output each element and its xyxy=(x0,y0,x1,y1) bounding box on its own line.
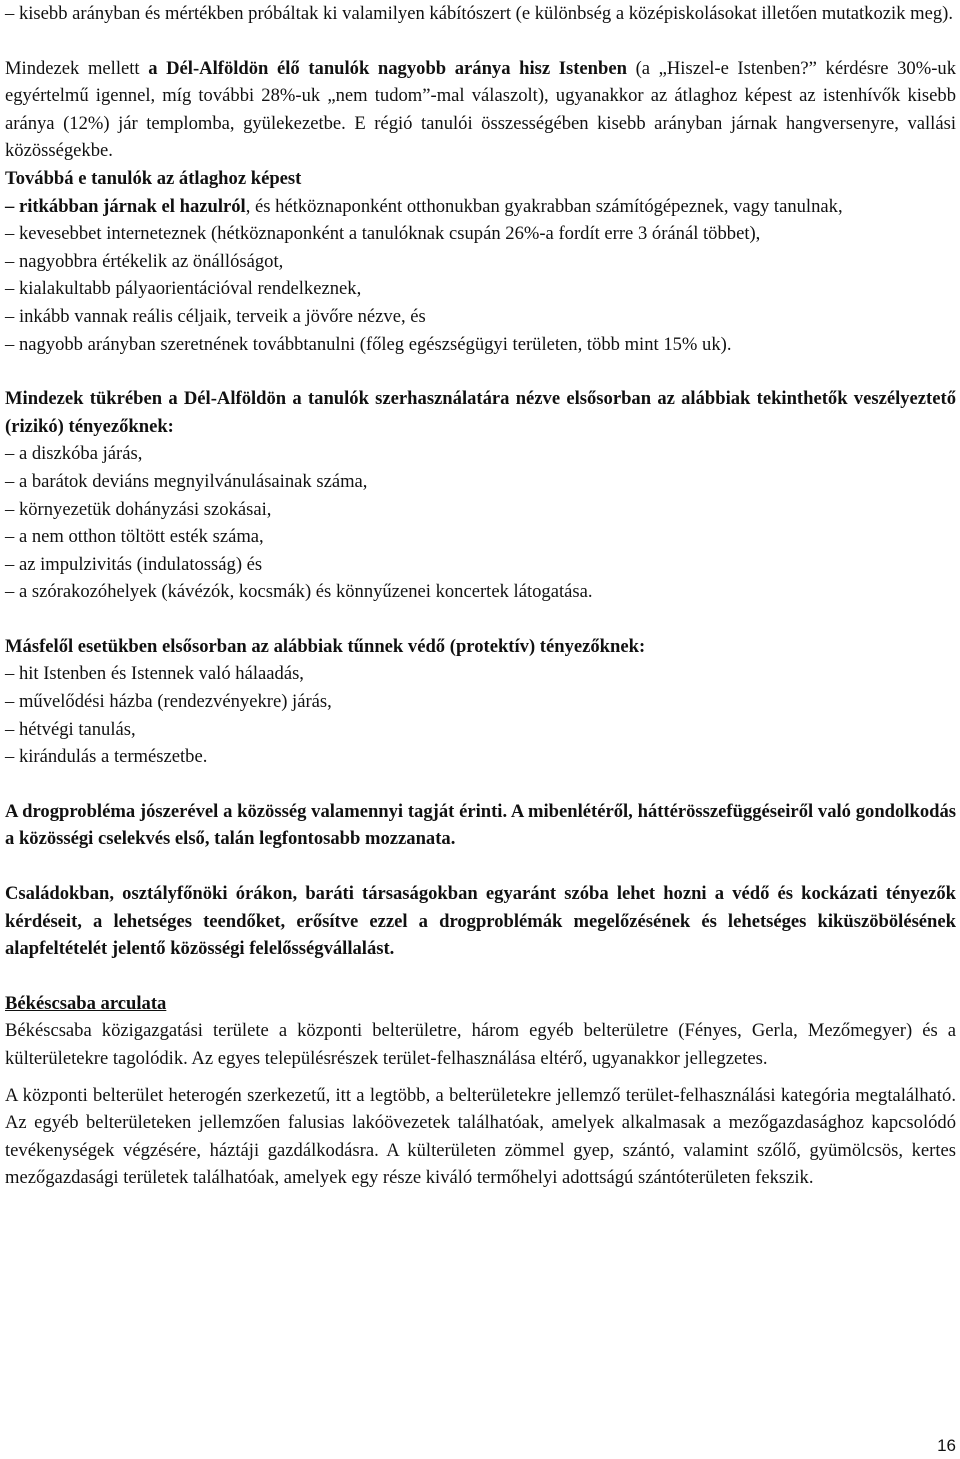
section-paragraph-1: Békéscsaba közigazgatási területe a központi belterületre, három egyéb belterületre (Fényes, Gerla, Mezőmegyer) és a külterületekre tagolódik. Az egyes településrészek terület-felhasználása eltérő, ugyanakkor jellegzetes. xyxy=(5,1020,956,1069)
list-item: – a barátok deviáns megnyilvánulásainak száma, xyxy=(5,470,368,492)
spacer xyxy=(5,606,956,633)
intro-list-item: – kisebb arányban és mértékben próbáltak ki valamilyen kábítószert (e különbség a középiskolásokat illetően mutatkozik meg). xyxy=(5,3,953,24)
list-item xyxy=(5,248,956,276)
list-item-text: , és hétköznaponként otthonukban gyakrabban számítógépeznek, vagy tanulnak, xyxy=(245,195,843,217)
list-item xyxy=(5,275,956,303)
spacer xyxy=(5,358,956,385)
list-item: – hit Istenben és Istennek való hálaadás, xyxy=(5,663,304,685)
spacer xyxy=(5,771,956,798)
religion-bold: a Dél-Alföldön élő tanulók nagyobb aránya hisz Istenben xyxy=(148,57,627,79)
list-item: – a szórakozóhelyek (kávézók, kocsmák) és könnyűzenei koncertek látogatása. xyxy=(5,581,593,603)
list-item: – hétvégi tanulás, xyxy=(5,718,136,740)
list-item-bold: – ritkábban járnak el hazulról xyxy=(5,195,246,217)
list-item: – művelődési házba (rendezvényekre) járás, xyxy=(5,691,332,713)
list-item: – a diszkóba járás, xyxy=(5,443,143,465)
prevention-paragraph: Családokban, osztályfőnöki órákon, baráti társaságokban egyaránt szóba lehet hozni a védő és kockázati tényezők kérdéseit, a lehetséges teendőket, erősítve ezzel a drogproblémák megelőzésének és lehetséges kiküszöbölésének alapfeltételét jelentő közösségi felelősségvállalást. xyxy=(5,883,956,960)
list-item-text: – inkább vannak reális céljaik, terveik a jövőre nézve, és xyxy=(5,305,426,327)
religion-rest: (a „Hiszel-e Istenben?” kérdésre 30%-uk egyértelmű igennel, míg további 28%-uk „nem tudom”-mal válaszolt), ugyanakkor az átlaghoz képest az istenhívők kisebb aránya (12%) jár templomba, gyülekezetbe. E régió tanulói összességében kisebb arányban járnak hangversenyre, vallási közösségekbe. xyxy=(5,57,956,162)
list-item: – az impulzivitás (indulatosság) és xyxy=(5,553,263,575)
section-paragraph-2: A központi belterület heterogén szerkezetű, itt a legtöbb, a belterületekre jellemző terület-felhasználási kategória megtalálható. Az egyéb belterületeken jellemzően falusias lakóövezetek találhatóak, amelyek alkalmasak a mezőgazdasághoz kapcsolódó tevékenységek végzésére, háztáji gazdálkodásra. A külterületen zömmel gyep, szántó, valamint szőlő, gyümölcsös, kertes mezőgazdasági területek találhatóak, amelyek egy része kiváló termőhelyi adottságú szántóterületen fekszik. xyxy=(5,1084,956,1189)
protective-list xyxy=(5,660,956,770)
spacer xyxy=(5,853,956,880)
list-item: – a nem otthon töltött esték száma, xyxy=(5,526,264,548)
list-item-text: – kevesebbet interneteznek (hétköznaponként a tanulóknak csupán 26%-a fordít erre 3 óránál többet), xyxy=(5,223,761,245)
risk-heading: Mindezek tükrében a Dél-Alföldön a tanulók szerhasználatára nézve elsősorban az alábbiak tekinthetők veszélyeztető (rizikó) tényezőknek: xyxy=(5,388,956,437)
list-item xyxy=(5,331,956,359)
spacer xyxy=(5,963,956,990)
spacer xyxy=(5,28,956,55)
risk-list xyxy=(5,440,956,606)
list-item-text: – kialakultabb pályaorientációval rendelkeznek, xyxy=(5,278,362,300)
compare-heading: Továbbá e tanulók az átlaghoz képest xyxy=(5,167,302,189)
religion-paragraph xyxy=(5,55,956,165)
community-paragraph: A drogprobléma jószerével a közösség valamennyi tagját érinti. A mibenlétéről, háttérösszefüggéseiről való gondolkodás a közösségi cselekvés első, talán legfontosabb mozzanata. xyxy=(5,800,956,850)
protective-heading: Másfelől esetükben elsősorban az alábbiak tűnnek védő (protektív) tényezőknek: xyxy=(5,635,646,657)
religion-lead: Mindezek mellett xyxy=(5,57,149,79)
document-page xyxy=(5,0,956,1192)
section-heading: Békéscsaba arculata xyxy=(5,992,167,1014)
list-item: – környezetük dohányzási szokásai, xyxy=(5,498,272,520)
list-item xyxy=(5,193,956,221)
page-number: 16 xyxy=(937,1436,956,1455)
list-item: – kirándulás a természetbe. xyxy=(5,746,208,768)
list-item-text: – nagyobb arányban szeretnének továbbtanulni (főleg egészségügyi területen, több mint 15% uk). xyxy=(5,333,732,355)
list-item xyxy=(5,220,956,248)
list-item-text: – nagyobbra értékelik az önállóságot, xyxy=(5,250,284,272)
spacer xyxy=(5,1073,956,1082)
list-item xyxy=(5,303,956,331)
compare-list xyxy=(5,193,956,359)
